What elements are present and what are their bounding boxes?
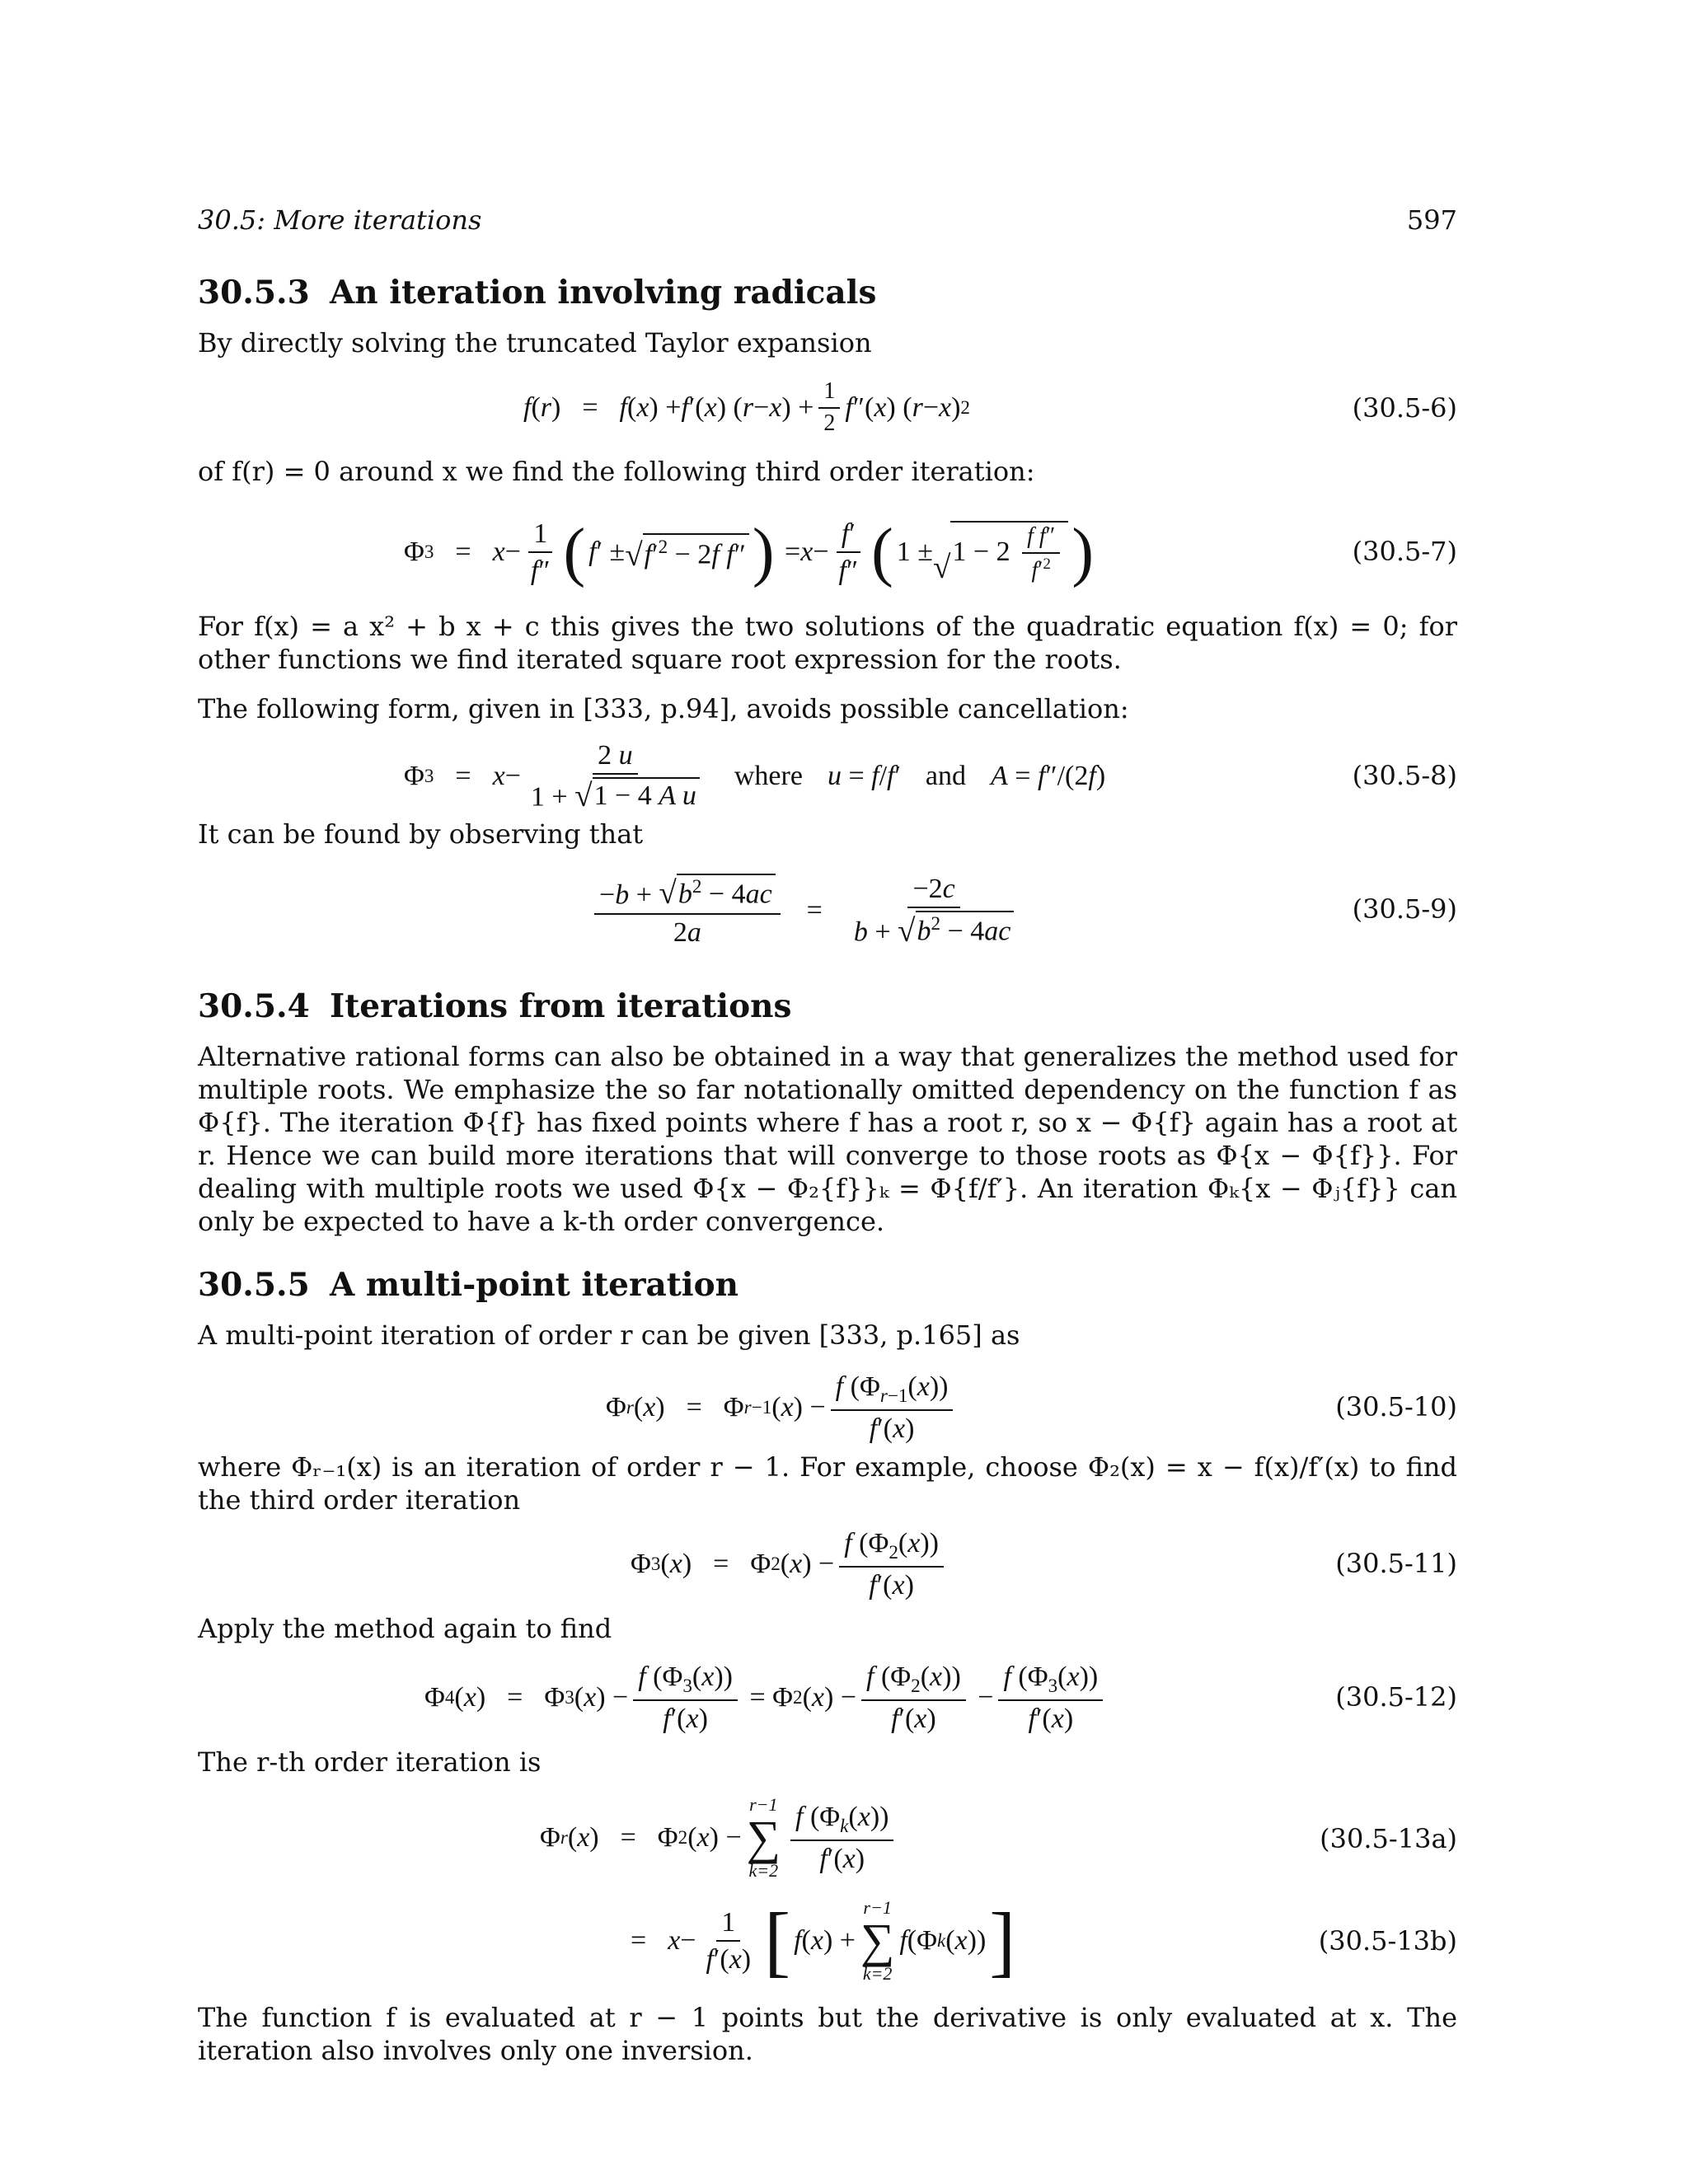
paragraph-cancellation: The following form, given in [333, p.94], avoids possible cancellation: xyxy=(198,693,1129,724)
equation-30-5-11 xyxy=(198,1525,1457,1604)
math-word-where: where xyxy=(734,761,803,791)
section-title: Iterations from iterations xyxy=(330,987,792,1025)
paragraph-order-r-minus-1: where Φᵣ₋₁(x) is an iteration of order r − 1. For example, choose Φ₂(x) = x − f(x)/f′(x) to find the third order iteration xyxy=(198,1451,1457,1516)
paragraph-quadratic: For f(x) = a x² + b x + c this gives the two solutions of the quadratic equation f(x) = 0; for other functions we find iterated square root expression for the roots. xyxy=(198,611,1457,675)
paragraph-apply-again: Apply the method again to find xyxy=(198,1613,612,1644)
section-title: An iteration involving radicals xyxy=(330,274,877,312)
paragraph-taylor-intro: By directly solving the truncated Taylor expansion xyxy=(198,327,872,359)
equation-30-5-13b xyxy=(198,1887,1457,1994)
equation-30-5-9 xyxy=(198,865,1457,956)
paragraph-conclusion: The function f is evaluated at r − 1 points but the derivative is only evaluated at x. The iteration also involves only one inversion. xyxy=(198,2002,1457,2066)
section-title: A multi-point iteration xyxy=(330,1266,738,1304)
equation-body: = x − $\frac{1}{f'(x)}$ [ f ( x ) + r−1 ∑ k=2 f (Φ k ( x )) ] xyxy=(631,1896,1016,1985)
equation-body: Φ 4 ( x ) = Φ 3 ( x ) − $\frac{f (\Phi_3(x))}{f'(x)}$ = Φ 2 ( x ) − $\frac{f (\Phi_2(x))}{f'(x)}$ − $\frac{f (\Phi_3(x))}{f'(x)}$ xyxy=(424,1657,1108,1739)
equation-number: (30.5-6) xyxy=(1352,392,1457,424)
equation-number: (30.5-8) xyxy=(1352,760,1457,791)
equation-body: Φ 3 = x − $\frac{1}{f''}$ ( f ′ ± √ $f'^2 - 2f$ f″ ) = x − $\frac{f'}{f''}$ ( 1 ± √ 1 − 2 $\frac{\text{f f″}}{f'^2}$ ) xyxy=(404,516,1094,588)
equation-number: (30.5-11) xyxy=(1335,1548,1457,1579)
equation-number: (30.5-13a) xyxy=(1320,1823,1457,1854)
equation-30-5-12 xyxy=(198,1657,1457,1739)
section-number: 30.5.5 xyxy=(198,1266,310,1304)
equation-30-5-7 xyxy=(198,503,1457,602)
section-heading-30-5-3 xyxy=(198,274,876,312)
section-heading-30-5-5 xyxy=(198,1266,738,1304)
equation-30-5-10 xyxy=(198,1368,1457,1447)
equation-number: (30.5-10) xyxy=(1335,1391,1457,1422)
paragraph-third-order: of f(r) = 0 around x we find the following third order iteration: xyxy=(198,456,1035,487)
equation-number: (30.5-9) xyxy=(1352,893,1457,925)
running-header-title: 30.5: More iterations xyxy=(198,204,482,236)
equation-body: Φ 3 ( x ) = Φ 2 ( x ) − $\frac{f (\Phi_2(x))}{f'(x)}$ xyxy=(631,1525,949,1604)
equation-30-5-6 xyxy=(198,371,1457,445)
paragraph-r-th-order: The r-th order iteration is xyxy=(198,1746,542,1778)
section-heading-30-5-4 xyxy=(198,987,791,1025)
paragraph-iterations-from-iterations: Alternative rational forms can also be obtained in a way that generalizes the method used for multiple roots. We emphasize the so far notationally omitted dependency on the function f as Φ{f}. The iteration Φ{f} has fixed points where f has a root r, so x − Φ{f} again has a root at r. Hence we can build more iterations that will converge to those roots as Φ{x − Φ{f}}. For dealing with multiple roots we used Φ{x − Φ₂{f}}ₖ = Φ{f/f′}. An iteration Φₖ{x − Φⱼ{f}} can only be expected to have a k-th order convergence. xyxy=(198,1041,1457,1237)
equation-number: (30.5-7) xyxy=(1352,536,1457,567)
section-number: 30.5.4 xyxy=(198,987,310,1025)
equation-body: −b + √ $b^2 - 4ac$ 2a = −2c b + √ $b^2 - 4ac$ xyxy=(589,865,1024,956)
equation-body: Φ r ( x ) = Φ r−1 ( x ) − $\frac{f (\Phi_{r-1}(x))}{f'(x)}$ xyxy=(606,1368,958,1447)
section-number: 30.5.3 xyxy=(198,274,310,312)
equation-30-5-8 xyxy=(198,735,1457,818)
equation-number: (30.5-12) xyxy=(1335,1681,1457,1713)
math-word-and: and xyxy=(925,761,967,791)
equation-number: (30.5-13b) xyxy=(1318,1925,1457,1957)
page-number: 597 xyxy=(1406,204,1457,236)
paragraph-observing: It can be found by observing that xyxy=(198,818,644,850)
paragraph-multipoint-intro: A multi-point iteration of order r can be given [333, p.165] as xyxy=(198,1319,1020,1351)
equation-body: Φ r ( x ) = Φ 2 ( x ) − r−1 ∑ k=2 $\frac{f (\Phi_k(x))}{f'(x)}$ xyxy=(540,1788,898,1887)
equation-body: f ( r ) = f ( x ) + f ′( x ) ( r − x ) + $\frac{1}{2}$ f ″( x ) ( r − x ) 2 xyxy=(523,378,970,436)
equation-30-5-13a xyxy=(198,1788,1457,1887)
equation-body: Φ 3 = x − 2 u 1 + √ 1 − 4 A u where u = f/f′ and A = f″/(2f) xyxy=(404,739,1106,813)
